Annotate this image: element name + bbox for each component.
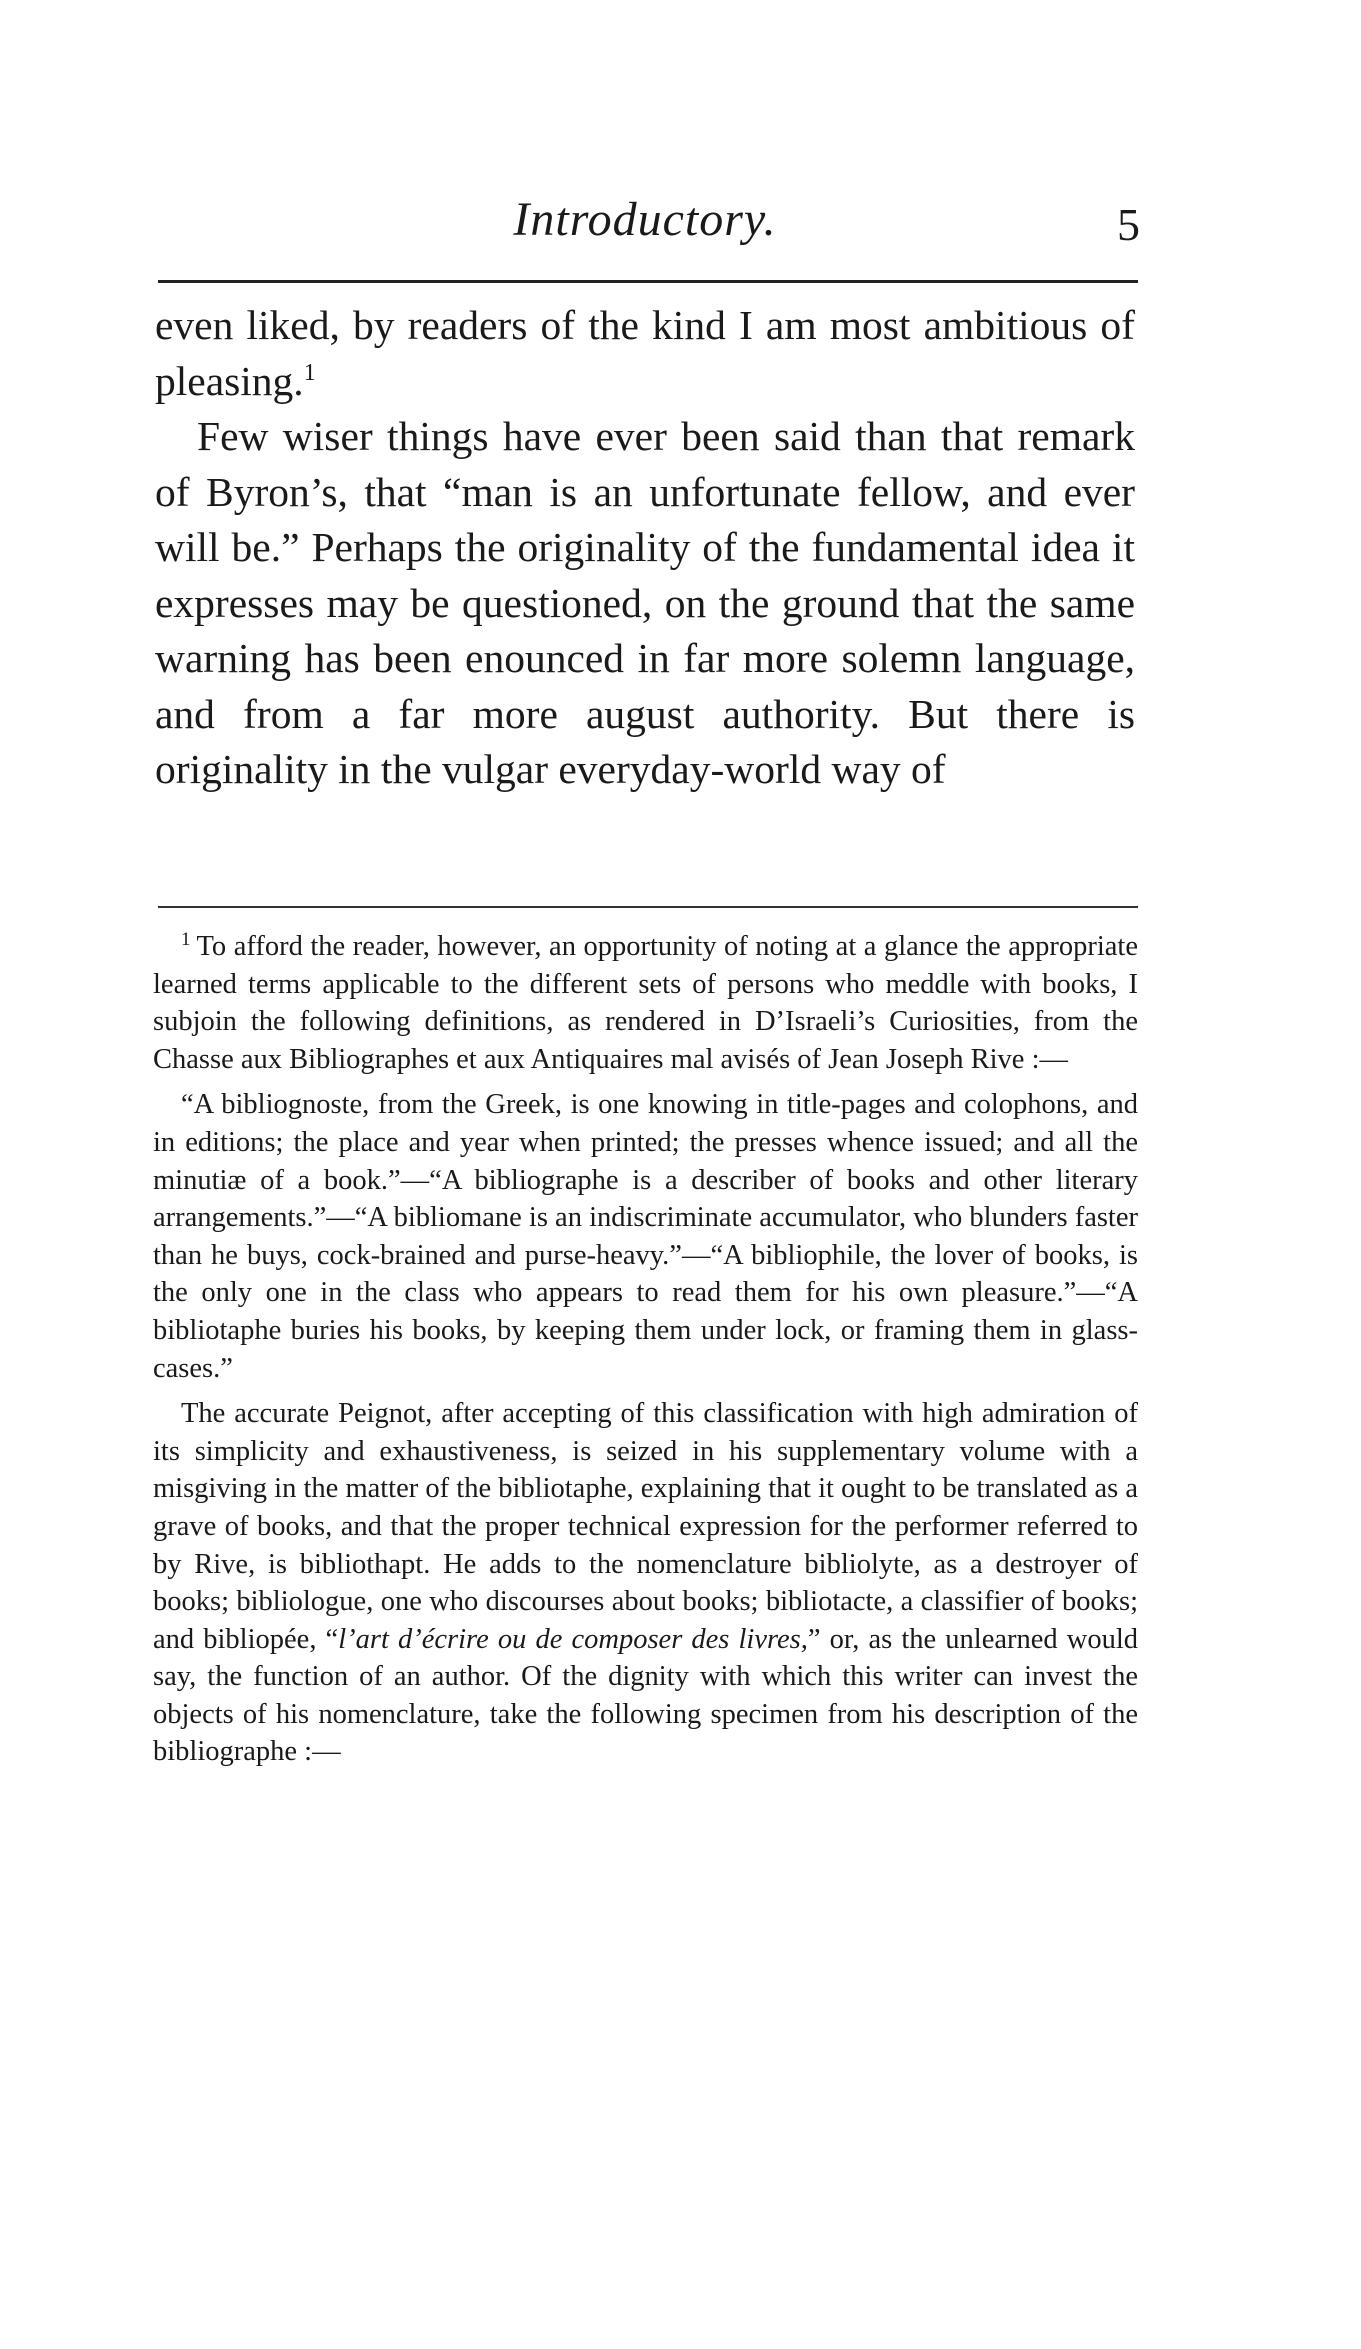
footnote-peignot-text-a: The accurate Peignot, after accepting of this classification with high admiration of its simplicity and exhaustiveness, is seized in his supplementary volume with a misgiving in the matter of the bibliotaphe, explaining that it ought to be translated as a grave of books, and that the proper technical expression for the performer referred to by Rive, is bibliothapt. He adds to the nomenclature bibliolyte, as a destroyer of books; bibliologue, one who discourses about books; bibliotacte, a classifier of books; and bibliopée, “ bbox=[153, 1398, 1138, 1655]
body-paragraph-1 bbox=[155, 298, 1135, 409]
running-head bbox=[150, 192, 1140, 262]
footnote-definitions: “A bibliognoste, from the Greek, is one knowing in title-pages and colophons, and in editions; the place and year when printed; the presses whence issued; and all the minutiæ of a book.”—“A bibliographe is a describer of books and other literary arrangements.”—“A bibliomane is an indiscriminate accumulator, who blunders faster than he buys, cock-brained and purse-heavy.”—“A bibliophile, the lover of books, is the only one in the class who appears to read them for his own pleasure.”—“A bibliotaphe buries his books, by keeping them under lock, or framing them in glass-cases.” bbox=[153, 1089, 1138, 1384]
footnote-peignot-text-b: ” or, as the unlearned would say, the function of an author. Of the dignity with which this writer can invest the objects of his nomenclature, take the following specimen from his description of the bibliographe :— bbox=[153, 1623, 1138, 1768]
page-number: 5 bbox=[1117, 199, 1140, 250]
header-rule bbox=[158, 280, 1138, 283]
running-title: Introductory. bbox=[513, 193, 777, 246]
footnote-peignot-italic: l’art d’écrire ou de composer des livres, bbox=[338, 1623, 808, 1655]
body-paragraph-2: Few wiser things have ever been said than that remark of Byron’s, that “man is an unfortunate fellow, and ever will be.” Perhaps the originality of the fundamental idea it expresses may be questioned, on the ground that the same warning has been enounced in far more solemn language, and from a far more august authority. But there is originality in the vulgar everyday-world way of bbox=[155, 413, 1135, 792]
footnotes bbox=[153, 928, 1138, 1779]
footnote-peignot bbox=[153, 1395, 1138, 1771]
footnote-reference: 1 bbox=[303, 359, 316, 386]
main-text bbox=[155, 298, 1135, 798]
footnote-marker: 1 bbox=[181, 928, 191, 950]
body-paragraph-1-text: even liked, by readers of the kind I am most ambitious of pleasing. bbox=[155, 302, 1135, 404]
footnote-1 bbox=[153, 928, 1138, 1078]
footnote-rule bbox=[158, 906, 1138, 908]
footnote-1-text: To afford the reader, however, an opportunity of noting at a glance the appropriate learned terms applicable to the different sets of persons who meddle with books, I subjoin the following definitions, as rendered in D’Israeli’s Curiosities, from the Chasse aux Bibliographes et aux Antiquaires mal avisés of Jean Joseph Rive :— bbox=[153, 931, 1138, 1075]
